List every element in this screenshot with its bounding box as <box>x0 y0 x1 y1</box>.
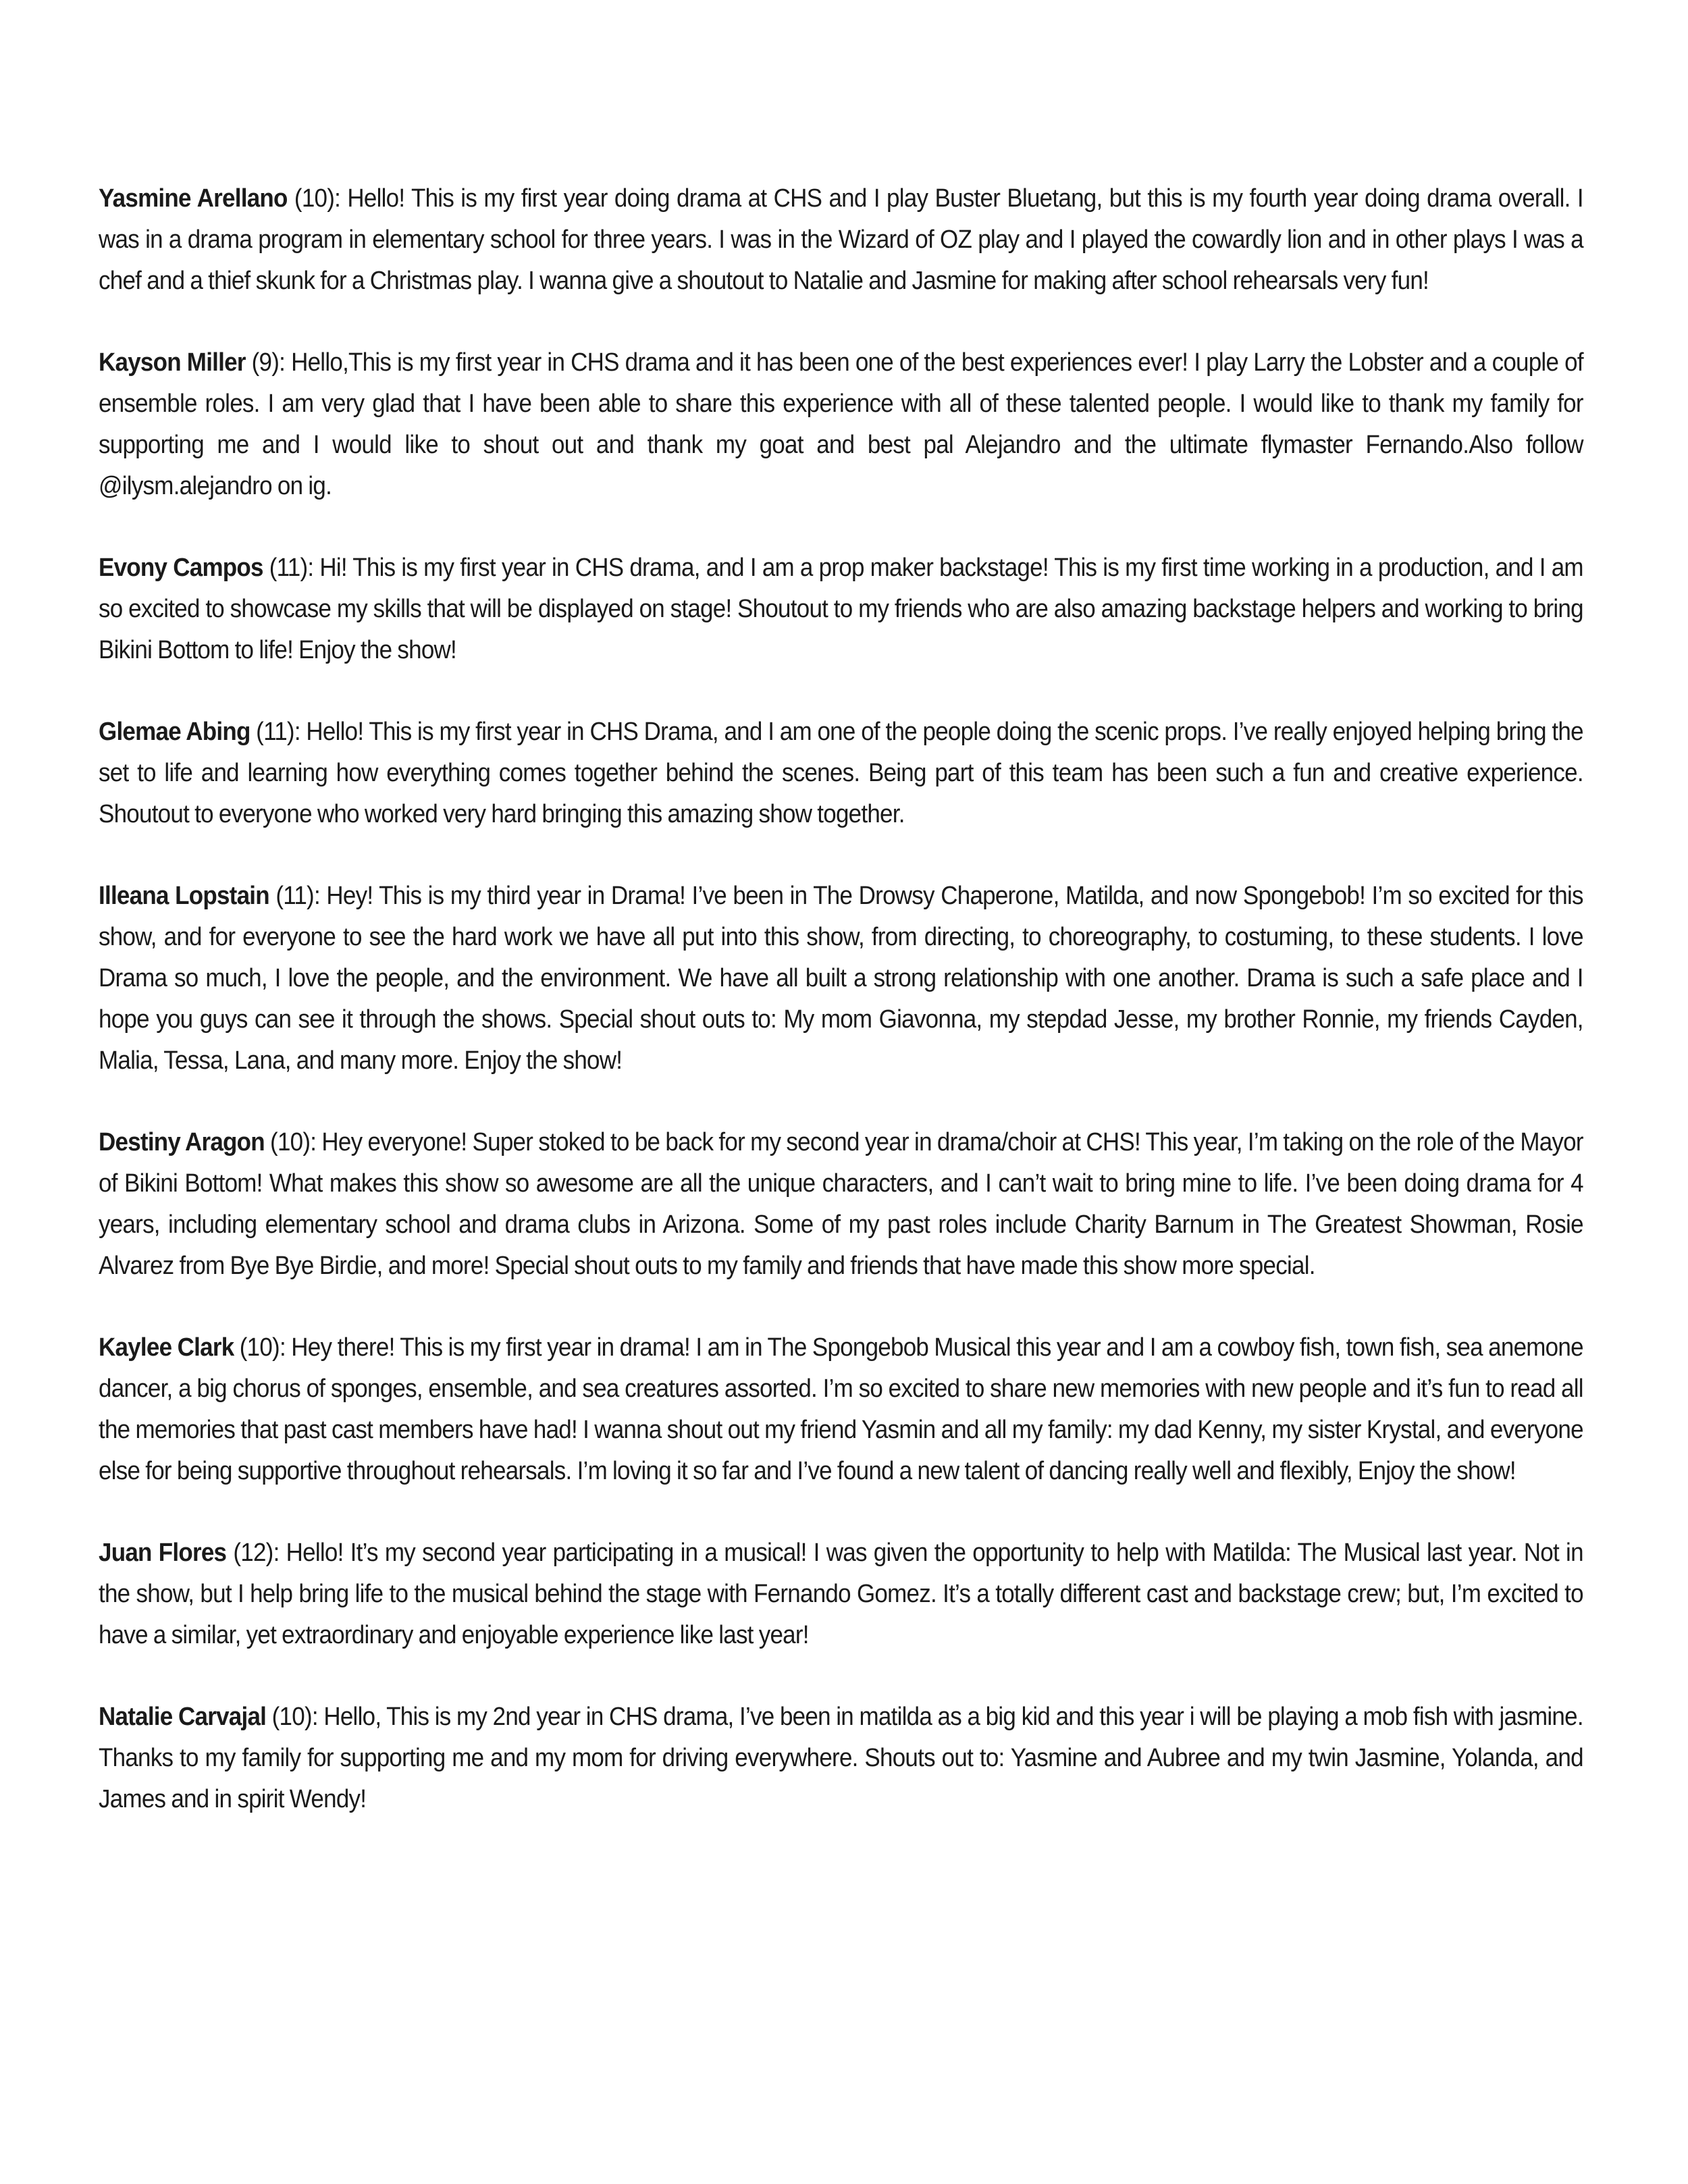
bio-text: : Hello! This is my first year doing drama at CHS and I play Buster Bluetang, but this is my fourth year doing drama overall. I was in a drama program in elementary school for three years. I was in the Wizard of OZ play and I played the cowardly lion and in other plays I was a chef and a thief skunk for a Christmas play. I wanna give a shoutout to Natalie and Jasmine for making after school rehearsals very fun! <box>99 184 1583 295</box>
bio-grade: (11) <box>263 554 308 582</box>
bio-name: Destiny Aragon <box>99 1128 265 1156</box>
bio-text: : Hello, This is my 2nd year in CHS drama, I’ve been in matilda as a big kid and this year i will be playing a mob fish with jasmine. Thanks to my family for supporting me and my mom for driving everywhere. Shouts out to: Yasmine and Aubree and my twin Jasmine, Yolanda, and James and in spirit Wendy! <box>99 1703 1583 1813</box>
bio-yasmine-arellano <box>99 178 1583 302</box>
bio-text: : Hi! This is my first year in CHS drama, and I am a prop maker backstage! This is my first time working in a production, and I am so excited to showcase my skills that will be displayed on stage! Shoutout to my friends who are also amazing backstage helpers and working to bring Bikini Bottom to life! Enjoy the show! <box>99 554 1583 664</box>
bio-text: : Hey everyone! Super stoked to be back for my second year in drama/choir at CHS! This year, I’m taking on the role of the Mayor of Bikini Bottom! What makes this show so awesome are all the unique characters, and I can’t wait to bring mine to life. I’ve been doing drama for 4 years, including elementary school and drama clubs in Arizona. Some of my past roles include Charity Barnum in The Greatest Showman, Rosie Alvarez from Bye Bye Birdie, and more! Special shout outs to my family and friends that have made this show more special. <box>99 1128 1583 1280</box>
bio-grade: (12) <box>226 1539 273 1567</box>
bio-text: : Hello,This is my first year in CHS drama and it has been one of the best experiences ever! I play Larry the Lobster and a couple of ensemble roles. I am very glad that I have been able to share this experience with all of these talented people. I would like to thank my family for supporting me and I would like to shout out and thank my goat and best pal Alejandro and the ultimate flymaster Fernando.Also follow @ilysm.alejandro on ig. <box>99 348 1583 500</box>
bio-grade: (10) <box>234 1333 280 1362</box>
bio-grade: (11) <box>269 882 314 910</box>
bio-natalie-carvajal <box>99 1697 1583 1820</box>
bio-name: Yasmine Arellano <box>99 184 288 213</box>
bio-name: Juan Flores <box>99 1539 227 1567</box>
bio-grade: (10) <box>264 1128 311 1156</box>
bio-text: : Hey there! This is my first year in drama! I am in The Spongebob Musical this year and I am a cowboy fish, town fish, sea anemone dancer, a big chorus of sponges, ensemble, and sea creatures assorted. I’m so excited to share new memories with new people and it’s fun to read all the memories that past cast members have had! I wanna shout out my friend Yasmin and all my family: my dad Kenny, my sister Krystal, and everyone else for being supportive throughout rehearsals. I’m loving it so far and I’ve found a new talent of dancing really well and flexibly, Enjoy the show! <box>99 1333 1583 1485</box>
bio-name: Kayson Miller <box>99 348 246 377</box>
bio-kayson-miller <box>99 342 1583 507</box>
bio-illeana-lopstain <box>99 876 1583 1082</box>
bio-grade: (10) <box>266 1703 312 1731</box>
bio-text: : Hello! This is my first year in CHS Drama, and I am one of the people doing the scenic props. I’ve really enjoyed helping bring the set to life and learning how everything comes together behind the scenes. Being part of this team has been such a fun and creative experience. Shoutout to everyone who worked very hard bringing this amazing show together. <box>99 718 1583 828</box>
bio-juan-flores <box>99 1533 1583 1656</box>
bio-grade: (9) <box>245 348 280 377</box>
bio-grade: (10) <box>287 184 335 213</box>
bio-text: : Hello! It’s my second year participating in a musical! I was given the opportunity to help with Matilda: The Musical last year. Not in the show, but I help bring life to the musical behind the stage with Fernando Gomez. It’s a totally different cast and backstage crew; but, I’m excited to have a similar, yet extraordinary and enjoyable experience like last year! <box>99 1539 1583 1649</box>
bio-name: Evony Campos <box>99 554 263 582</box>
bio-name: Glemae Abing <box>99 718 250 746</box>
bio-name: Illeana Lopstain <box>99 882 269 910</box>
bio-name: Natalie Carvajal <box>99 1703 267 1731</box>
bio-text: : Hey! This is my third year in Drama! I’ve been in The Drowsy Chaperone, Matilda, and now Spongebob! I’m so excited for this show, and for everyone to see the hard work we have all put into this show, from directing, to choreography, to costuming, to these students. I love Drama so much, I love the people, and the environment. We have all built a strong relationship with one another. Drama is such a safe place and I hope you guys can see it through the shows. Special shout outs to: My mom Giavonna, my stepdad Jesse, my brother Ronnie, my friends Cayden, Malia, Tessa, Lana, and many more. Enjoy the show! <box>99 882 1583 1075</box>
bio-name: Kaylee Clark <box>99 1333 234 1362</box>
bio-grade: (11) <box>250 718 294 746</box>
bio-glemae-abing <box>99 712 1583 835</box>
bio-kaylee-clark <box>99 1327 1583 1492</box>
bio-destiny-aragon <box>99 1122 1583 1287</box>
bio-list <box>99 178 1584 1861</box>
bio-evony-campos <box>99 548 1583 671</box>
